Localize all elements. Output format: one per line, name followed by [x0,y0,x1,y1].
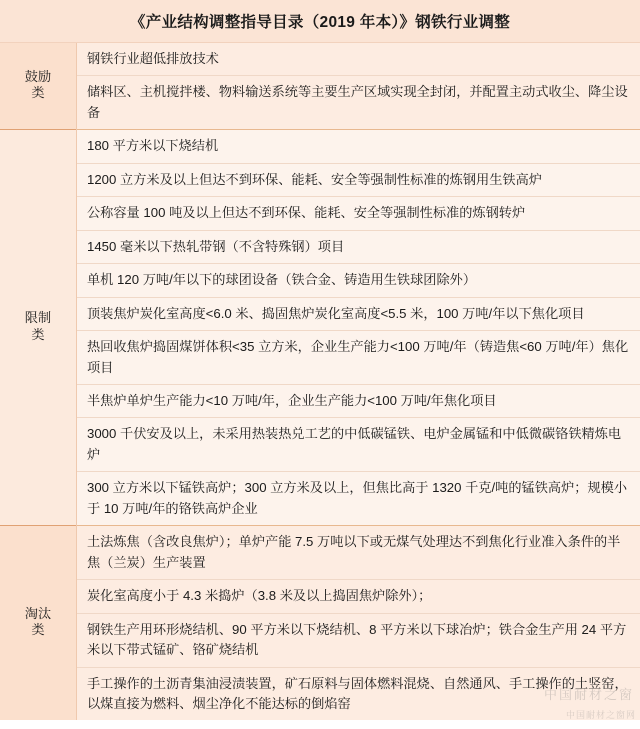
category-label: 限制类 [24,310,52,342]
table-row [0,163,640,196]
list-item: 顶装焦炉炭化室高度<6.0 米、捣固焦炉炭化室高度<5.5 米，100 万吨/年以下焦化项目 [77,297,640,330]
policy-table [0,43,640,720]
list-item: 储料区、主机搅拌楼、物料输送系统等主要生产区域实现全封闭，并配置主动式收尘、降尘设备 [77,76,640,130]
list-item: 热回收焦炉捣固煤饼体积<35 立方米，企业生产能力<100 万吨/年（铸造焦<60 万吨/年）焦化项目 [77,331,640,385]
category-encourage [0,43,77,130]
list-item: 300 立方米以下锰铁高炉；300 立方米及以上，但焦比高于 1320 千克/吨的锰铁高炉；规模小于 10 万吨/年的铬铁高炉企业 [77,472,640,526]
table-row [0,580,640,613]
category-restrict [0,130,77,526]
table-row [0,264,640,297]
page-title: 《产业结构调整指导目录（2019 年本）》钢铁行业调整 [0,0,640,43]
category-label: 淘汰类 [24,605,52,638]
category-label: 鼓励类 [24,68,52,101]
table-row [0,418,640,472]
table-row [0,384,640,417]
table-row [0,43,640,76]
list-item: 炭化室高度小于 4.3 米捣炉（3.8 米及以上捣固焦炉除外）； [77,580,640,613]
table-row [0,667,640,720]
list-item: 3000 千伏安及以上，未采用热装热兑工艺的中低碳锰铁、电炉金属锰和中低微碳铬铁精炼电炉 [77,418,640,472]
table-row [0,197,640,230]
list-item: 钢铁行业超低排放技术 [77,43,640,76]
category-eliminate [0,526,77,721]
table-row [0,331,640,385]
table-row [0,76,640,130]
table-row [0,130,640,163]
list-item: 土法炼焦（含改良焦炉）；单炉产能 7.5 万吨以下或无煤气处理达不到焦化行业准入条件的半焦（兰炭）生产装置 [77,526,640,580]
list-item: 1200 立方米及以上但达不到环保、能耗、安全等强制性标准的炼钢用生铁高炉 [77,163,640,196]
table-row [0,297,640,330]
table-row [0,230,640,263]
table-row [0,613,640,667]
list-item: 1450 毫米以下热轧带钢（不含特殊钢）项目 [77,230,640,263]
watermark-small: 中国耐材之窗网 [565,710,636,720]
list-item: 手工操作的土沥青集油浸渍装置，矿石原料与固体燃料混烧、自然通风、手工操作的土竖窑，以煤直接为燃料、烟尘净化不能达标的倒焰窑 [77,667,640,720]
list-item: 180 平方米以下烧结机 [77,130,640,163]
list-item: 半焦炉单炉生产能力<10 万吨/年，企业生产能力<100 万吨/年焦化项目 [77,384,640,417]
list-item: 公称容量 100 吨及以上但达不到环保、能耗、安全等强制性标准的炼钢转炉 [77,197,640,230]
table-row [0,472,640,526]
table-row [0,526,640,580]
watermark: 中国耐材之窗 [543,687,634,702]
list-item: 钢铁生产用环形烧结机、90 平方米以下烧结机、8 平方米以下球冶炉；铁合金生产用 24 平方米以下带式锰矿、铬矿烧结机 [77,613,640,667]
list-item: 单机 120 万吨/年以下的球团设备（铁合金、铸造用生铁球团除外） [77,264,640,297]
